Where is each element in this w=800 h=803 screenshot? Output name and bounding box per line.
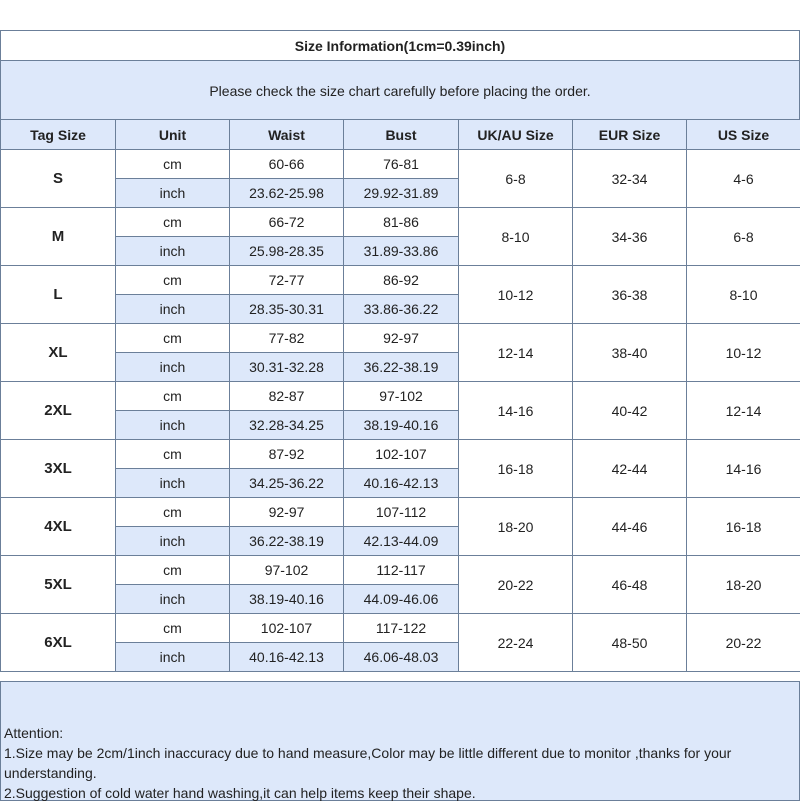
tag-size-cell: 4XL [1,498,116,556]
tag-size-cell: L [1,266,116,324]
us-size-cell: 6-8 [687,208,800,266]
eur-size-cell: 46-48 [573,556,687,614]
table-row [1,266,800,295]
waist-inch-cell: 34.25-36.22 [230,469,344,498]
unit-cell: cm [116,266,230,295]
uk-au-size-cell: 16-18 [459,440,573,498]
tag-size-cell: XL [1,324,116,382]
us-size-cell: 10-12 [687,324,800,382]
bust-inch-cell: 46.06-48.03 [344,643,459,672]
bust-inch-cell: 33.86-36.22 [344,295,459,324]
size-chart-title: Size Information(1cm=0.39inch) [0,30,800,61]
eur-size-cell: 44-46 [573,498,687,556]
col-header-bust: Bust [344,120,459,150]
bust-inch-cell: 36.22-38.19 [344,353,459,382]
unit-cell: inch [116,585,230,614]
tag-size-cell: 2XL [1,382,116,440]
bust-cm-cell: 92-97 [344,324,459,353]
waist-cm-cell: 87-92 [230,440,344,469]
unit-cell: cm [116,208,230,237]
size-table [0,119,800,672]
us-size-cell: 8-10 [687,266,800,324]
waist-inch-cell: 28.35-30.31 [230,295,344,324]
waist-inch-cell: 36.22-38.19 [230,527,344,556]
eur-size-cell: 32-34 [573,150,687,208]
col-header-tag-size: Tag Size [1,120,116,150]
waist-cm-cell: 82-87 [230,382,344,411]
us-size-cell: 18-20 [687,556,800,614]
unit-cell: inch [116,179,230,208]
table-row [1,556,800,585]
waist-inch-cell: 25.98-28.35 [230,237,344,266]
us-size-cell: 14-16 [687,440,800,498]
eur-size-cell: 36-38 [573,266,687,324]
bust-cm-cell: 107-112 [344,498,459,527]
tag-size-cell: 5XL [1,556,116,614]
bust-cm-cell: 81-86 [344,208,459,237]
tag-size-cell: 6XL [1,614,116,672]
bust-inch-cell: 44.09-46.06 [344,585,459,614]
unit-cell: cm [116,614,230,643]
unit-cell: cm [116,324,230,353]
table-row [1,382,800,411]
bust-cm-cell: 86-92 [344,266,459,295]
eur-size-cell: 34-36 [573,208,687,266]
col-header-unit: Unit [116,120,230,150]
col-header-uk-au-size: UK/AU Size [459,120,573,150]
unit-cell: cm [116,498,230,527]
unit-cell: inch [116,353,230,382]
tag-size-cell: S [1,150,116,208]
bust-cm-cell: 112-117 [344,556,459,585]
bust-cm-cell: 76-81 [344,150,459,179]
waist-inch-cell: 38.19-40.16 [230,585,344,614]
waist-cm-cell: 66-72 [230,208,344,237]
table-header-row [1,120,800,150]
bust-inch-cell: 38.19-40.16 [344,411,459,440]
unit-cell: inch [116,295,230,324]
uk-au-size-cell: 18-20 [459,498,573,556]
size-chart-note: Please check the size chart carefully before placing the order. [0,60,800,121]
attention-line-1: 1.Size may be 2cm/1inch inaccuracy due to hand measure,Color may be little different due to monitor ,thanks for your understanding. [4,743,794,783]
table-row [1,150,800,179]
tag-size-cell: 3XL [1,440,116,498]
attention-heading: Attention: [4,723,794,743]
eur-size-cell: 38-40 [573,324,687,382]
waist-cm-cell: 102-107 [230,614,344,643]
unit-cell: cm [116,382,230,411]
unit-cell: cm [116,556,230,585]
unit-cell: inch [116,527,230,556]
table-row [1,440,800,469]
bust-cm-cell: 97-102 [344,382,459,411]
unit-cell: inch [116,643,230,672]
size-table-body [1,150,800,672]
uk-au-size-cell: 8-10 [459,208,573,266]
uk-au-size-cell: 6-8 [459,150,573,208]
col-header-eur-size: EUR Size [573,120,687,150]
waist-inch-cell: 40.16-42.13 [230,643,344,672]
bust-inch-cell: 42.13-44.09 [344,527,459,556]
bust-inch-cell: 31.89-33.86 [344,237,459,266]
bust-inch-cell: 40.16-42.13 [344,469,459,498]
bust-cm-cell: 117-122 [344,614,459,643]
table-row [1,208,800,237]
unit-cell: inch [116,411,230,440]
uk-au-size-cell: 14-16 [459,382,573,440]
us-size-cell: 12-14 [687,382,800,440]
bust-cm-cell: 102-107 [344,440,459,469]
attention-notes [0,681,800,801]
eur-size-cell: 40-42 [573,382,687,440]
table-row [1,324,800,353]
col-header-us-size: US Size [687,120,800,150]
waist-cm-cell: 77-82 [230,324,344,353]
tag-size-cell: M [1,208,116,266]
waist-inch-cell: 23.62-25.98 [230,179,344,208]
waist-cm-cell: 92-97 [230,498,344,527]
uk-au-size-cell: 20-22 [459,556,573,614]
us-size-cell: 20-22 [687,614,800,672]
waist-cm-cell: 60-66 [230,150,344,179]
us-size-cell: 4-6 [687,150,800,208]
unit-cell: inch [116,469,230,498]
unit-cell: cm [116,440,230,469]
us-size-cell: 16-18 [687,498,800,556]
waist-cm-cell: 97-102 [230,556,344,585]
uk-au-size-cell: 12-14 [459,324,573,382]
table-row [1,498,800,527]
bust-inch-cell: 29.92-31.89 [344,179,459,208]
table-row [1,614,800,643]
uk-au-size-cell: 22-24 [459,614,573,672]
col-header-waist: Waist [230,120,344,150]
eur-size-cell: 42-44 [573,440,687,498]
eur-size-cell: 48-50 [573,614,687,672]
waist-inch-cell: 32.28-34.25 [230,411,344,440]
waist-cm-cell: 72-77 [230,266,344,295]
unit-cell: cm [116,150,230,179]
attention-line-2: 2.Suggestion of cold water hand washing,it can help items keep their shape. [4,783,794,803]
waist-inch-cell: 30.31-32.28 [230,353,344,382]
uk-au-size-cell: 10-12 [459,266,573,324]
unit-cell: inch [116,237,230,266]
